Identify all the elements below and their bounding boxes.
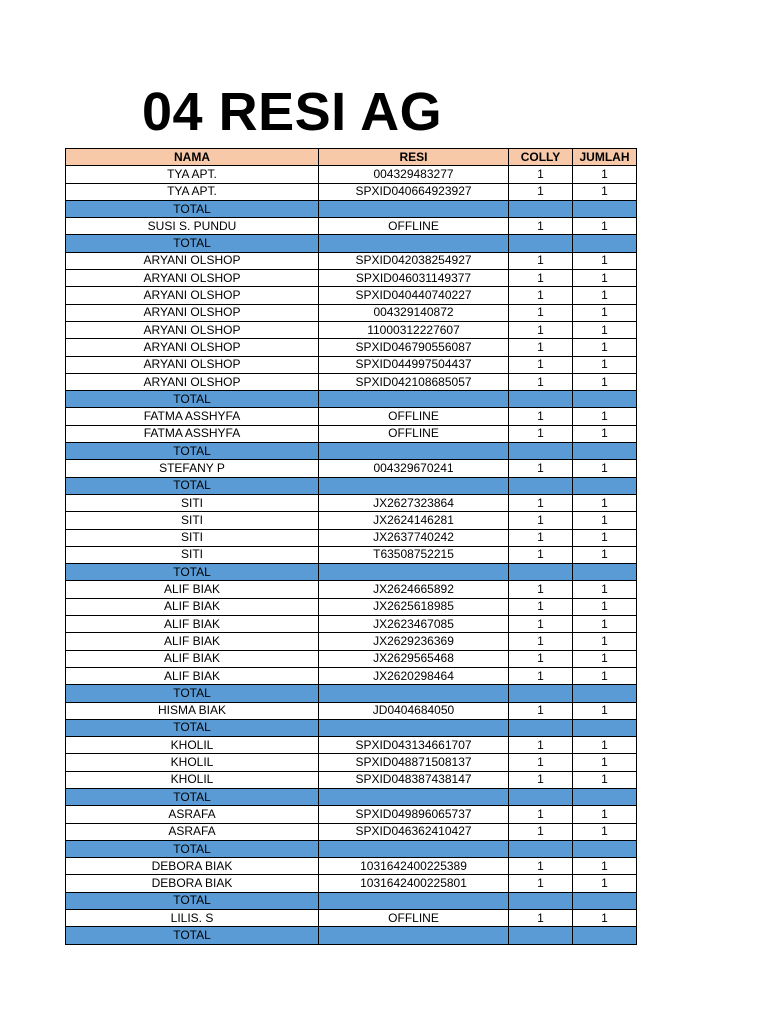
table-header-row	[66, 149, 637, 166]
colly-cell: 1	[509, 408, 573, 425]
total-resi-cell	[319, 840, 509, 857]
colly-cell: 1	[509, 823, 573, 840]
nama-cell: DEBORA BIAK	[66, 875, 319, 892]
resi-cell: JD0404684050	[319, 702, 509, 719]
total-resi-cell	[319, 235, 509, 252]
jumlah-cell: 1	[573, 304, 637, 321]
table-row	[66, 858, 637, 875]
resi-cell: JX2624665892	[319, 581, 509, 598]
nama-cell: ARYANI OLSHOP	[66, 252, 319, 269]
resi-cell: T63508752215	[319, 546, 509, 563]
table-row	[66, 546, 637, 563]
page-title: 04 RESI AG	[142, 82, 443, 142]
total-resi-cell	[319, 788, 509, 805]
total-jumlah-cell	[573, 840, 637, 857]
nama-cell: KHOLIL	[66, 771, 319, 788]
total-row	[66, 788, 637, 805]
colly-cell: 1	[509, 581, 573, 598]
total-jumlah-cell	[573, 788, 637, 805]
jumlah-cell: 1	[573, 823, 637, 840]
resi-cell: SPXID043134661707	[319, 737, 509, 754]
resi-cell: 004329670241	[319, 460, 509, 477]
colly-cell: 1	[509, 304, 573, 321]
resi-cell: SPXID049896065737	[319, 806, 509, 823]
table-row	[66, 287, 637, 304]
total-row	[66, 564, 637, 581]
colly-cell: 1	[509, 771, 573, 788]
table-row	[66, 910, 637, 927]
total-jumlah-cell	[573, 719, 637, 736]
nama-cell: FATMA ASSHYFA	[66, 408, 319, 425]
resi-cell: SPXID044997504437	[319, 356, 509, 373]
nama-cell: HISMA BIAK	[66, 702, 319, 719]
table-row	[66, 581, 637, 598]
total-label-cell: TOTAL	[66, 719, 319, 736]
jumlah-cell: 1	[573, 616, 637, 633]
nama-cell: ASRAFA	[66, 806, 319, 823]
colly-cell: 1	[509, 546, 573, 563]
total-resi-cell	[319, 200, 509, 217]
total-row	[66, 892, 637, 909]
colly-cell: 1	[509, 633, 573, 650]
total-colly-cell	[509, 927, 573, 944]
table-row	[66, 304, 637, 321]
colly-cell: 1	[509, 183, 573, 200]
header-resi: RESI	[319, 149, 509, 166]
total-colly-cell	[509, 235, 573, 252]
resi-cell: OFFLINE	[319, 218, 509, 235]
total-jumlah-cell	[573, 443, 637, 460]
table-row	[66, 633, 637, 650]
total-jumlah-cell	[573, 477, 637, 494]
total-resi-cell	[319, 443, 509, 460]
jumlah-cell: 1	[573, 356, 637, 373]
resi-cell: JX2623467085	[319, 616, 509, 633]
jumlah-cell: 1	[573, 529, 637, 546]
table-row	[66, 339, 637, 356]
colly-cell: 1	[509, 218, 573, 235]
total-colly-cell	[509, 564, 573, 581]
nama-cell: ARYANI OLSHOP	[66, 356, 319, 373]
total-row	[66, 200, 637, 217]
jumlah-cell: 1	[573, 218, 637, 235]
total-colly-cell	[509, 719, 573, 736]
jumlah-cell: 1	[573, 321, 637, 338]
colly-cell: 1	[509, 806, 573, 823]
table-row	[66, 425, 637, 442]
total-resi-cell	[319, 927, 509, 944]
resi-cell: 004329483277	[319, 166, 509, 183]
table-row	[66, 875, 637, 892]
resi-cell: SPXID046362410427	[319, 823, 509, 840]
resi-cell: JX2629565468	[319, 650, 509, 667]
nama-cell: ALIF BIAK	[66, 598, 319, 615]
table-row	[66, 650, 637, 667]
total-resi-cell	[319, 564, 509, 581]
jumlah-cell: 1	[573, 460, 637, 477]
total-row	[66, 391, 637, 408]
colly-cell: 1	[509, 494, 573, 511]
total-jumlah-cell	[573, 685, 637, 702]
jumlah-cell: 1	[573, 598, 637, 615]
resi-cell: SPXID048871508137	[319, 754, 509, 771]
total-resi-cell	[319, 477, 509, 494]
total-label-cell: TOTAL	[66, 892, 319, 909]
resi-cell: JX2625618985	[319, 598, 509, 615]
table-row	[66, 529, 637, 546]
total-jumlah-cell	[573, 892, 637, 909]
total-colly-cell	[509, 788, 573, 805]
nama-cell: ALIF BIAK	[66, 633, 319, 650]
jumlah-cell: 1	[573, 875, 637, 892]
nama-cell: KHOLIL	[66, 737, 319, 754]
total-colly-cell	[509, 391, 573, 408]
jumlah-cell: 1	[573, 771, 637, 788]
colly-cell: 1	[509, 252, 573, 269]
total-label-cell: TOTAL	[66, 840, 319, 857]
table-row	[66, 598, 637, 615]
table-row	[66, 754, 637, 771]
nama-cell: KHOLIL	[66, 754, 319, 771]
total-label-cell: TOTAL	[66, 927, 319, 944]
nama-cell: ALIF BIAK	[66, 650, 319, 667]
table-row	[66, 218, 637, 235]
resi-cell: OFFLINE	[319, 425, 509, 442]
total-colly-cell	[509, 840, 573, 857]
resi-cell: SPXID042038254927	[319, 252, 509, 269]
table-body	[66, 166, 637, 944]
jumlah-cell: 1	[573, 252, 637, 269]
colly-cell: 1	[509, 650, 573, 667]
table-row	[66, 166, 637, 183]
jumlah-cell: 1	[573, 339, 637, 356]
colly-cell: 1	[509, 616, 573, 633]
total-label-cell: TOTAL	[66, 235, 319, 252]
colly-cell: 1	[509, 287, 573, 304]
jumlah-cell: 1	[573, 494, 637, 511]
jumlah-cell: 1	[573, 737, 637, 754]
total-colly-cell	[509, 443, 573, 460]
total-row	[66, 719, 637, 736]
table-row	[66, 806, 637, 823]
nama-cell: ARYANI OLSHOP	[66, 339, 319, 356]
colly-cell: 1	[509, 754, 573, 771]
total-colly-cell	[509, 477, 573, 494]
jumlah-cell: 1	[573, 667, 637, 684]
resi-cell: SPXID040440740227	[319, 287, 509, 304]
total-label-cell: TOTAL	[66, 200, 319, 217]
nama-cell: SITI	[66, 529, 319, 546]
table-row	[66, 270, 637, 287]
jumlah-cell: 1	[573, 512, 637, 529]
table-row	[66, 356, 637, 373]
nama-cell: SITI	[66, 512, 319, 529]
colly-cell: 1	[509, 512, 573, 529]
total-row	[66, 685, 637, 702]
colly-cell: 1	[509, 339, 573, 356]
jumlah-cell: 1	[573, 183, 637, 200]
colly-cell: 1	[509, 529, 573, 546]
colly-cell: 1	[509, 373, 573, 390]
table-row	[66, 737, 637, 754]
nama-cell: SUSI S. PUNDU	[66, 218, 319, 235]
total-jumlah-cell	[573, 927, 637, 944]
jumlah-cell: 1	[573, 910, 637, 927]
total-row	[66, 927, 637, 944]
total-jumlah-cell	[573, 564, 637, 581]
jumlah-cell: 1	[573, 270, 637, 287]
resi-cell: 1031642400225801	[319, 875, 509, 892]
table-row	[66, 823, 637, 840]
colly-cell: 1	[509, 425, 573, 442]
resi-cell: OFFLINE	[319, 910, 509, 927]
jumlah-cell: 1	[573, 425, 637, 442]
table-row	[66, 408, 637, 425]
total-jumlah-cell	[573, 391, 637, 408]
colly-cell: 1	[509, 702, 573, 719]
total-row	[66, 840, 637, 857]
colly-cell: 1	[509, 598, 573, 615]
total-colly-cell	[509, 892, 573, 909]
resi-cell: OFFLINE	[319, 408, 509, 425]
resi-cell: JX2637740242	[319, 529, 509, 546]
total-row	[66, 477, 637, 494]
resi-cell: SPXID042108685057	[319, 373, 509, 390]
colly-cell: 1	[509, 460, 573, 477]
nama-cell: ARYANI OLSHOP	[66, 304, 319, 321]
nama-cell: TYA APT.	[66, 166, 319, 183]
nama-cell: TYA APT.	[66, 183, 319, 200]
resi-table	[65, 148, 637, 945]
nama-cell: ARYANI OLSHOP	[66, 270, 319, 287]
total-row	[66, 235, 637, 252]
table-row	[66, 702, 637, 719]
resi-cell: SPXID048387438147	[319, 771, 509, 788]
resi-cell: SPXID046031149377	[319, 270, 509, 287]
total-jumlah-cell	[573, 235, 637, 252]
total-row	[66, 443, 637, 460]
header-jumlah: JUMLAH	[573, 149, 637, 166]
table-row	[66, 494, 637, 511]
nama-cell: ARYANI OLSHOP	[66, 373, 319, 390]
total-label-cell: TOTAL	[66, 391, 319, 408]
nama-cell: ALIF BIAK	[66, 667, 319, 684]
jumlah-cell: 1	[573, 546, 637, 563]
total-resi-cell	[319, 719, 509, 736]
total-resi-cell	[319, 391, 509, 408]
resi-cell: SPXID046790556087	[319, 339, 509, 356]
table-row	[66, 321, 637, 338]
jumlah-cell: 1	[573, 373, 637, 390]
total-resi-cell	[319, 892, 509, 909]
jumlah-cell: 1	[573, 408, 637, 425]
total-colly-cell	[509, 685, 573, 702]
total-label-cell: TOTAL	[66, 788, 319, 805]
nama-cell: SITI	[66, 494, 319, 511]
total-label-cell: TOTAL	[66, 685, 319, 702]
table-row	[66, 183, 637, 200]
nama-cell: FATMA ASSHYFA	[66, 425, 319, 442]
resi-cell: JX2629236369	[319, 633, 509, 650]
resi-cell: 1031642400225389	[319, 858, 509, 875]
table-row	[66, 512, 637, 529]
nama-cell: ALIF BIAK	[66, 616, 319, 633]
colly-cell: 1	[509, 737, 573, 754]
table-row	[66, 771, 637, 788]
total-resi-cell	[319, 685, 509, 702]
total-colly-cell	[509, 200, 573, 217]
nama-cell: SITI	[66, 546, 319, 563]
jumlah-cell: 1	[573, 633, 637, 650]
nama-cell: ALIF BIAK	[66, 581, 319, 598]
jumlah-cell: 1	[573, 858, 637, 875]
table-row	[66, 667, 637, 684]
colly-cell: 1	[509, 321, 573, 338]
table-row	[66, 252, 637, 269]
nama-cell: ARYANI OLSHOP	[66, 321, 319, 338]
jumlah-cell: 1	[573, 650, 637, 667]
colly-cell: 1	[509, 858, 573, 875]
resi-cell: JX2620298464	[319, 667, 509, 684]
nama-cell: ASRAFA	[66, 823, 319, 840]
colly-cell: 1	[509, 875, 573, 892]
header-colly: COLLY	[509, 149, 573, 166]
colly-cell: 1	[509, 910, 573, 927]
colly-cell: 1	[509, 166, 573, 183]
nama-cell: DEBORA BIAK	[66, 858, 319, 875]
nama-cell: ARYANI OLSHOP	[66, 287, 319, 304]
jumlah-cell: 1	[573, 581, 637, 598]
total-label-cell: TOTAL	[66, 477, 319, 494]
nama-cell: STEFANY P	[66, 460, 319, 477]
total-jumlah-cell	[573, 200, 637, 217]
header-nama: NAMA	[66, 149, 319, 166]
table-row	[66, 373, 637, 390]
jumlah-cell: 1	[573, 166, 637, 183]
colly-cell: 1	[509, 356, 573, 373]
nama-cell: LILIS. S	[66, 910, 319, 927]
jumlah-cell: 1	[573, 702, 637, 719]
table-row	[66, 460, 637, 477]
jumlah-cell: 1	[573, 754, 637, 771]
resi-cell: JX2624146281	[319, 512, 509, 529]
total-label-cell: TOTAL	[66, 443, 319, 460]
total-label-cell: TOTAL	[66, 564, 319, 581]
colly-cell: 1	[509, 270, 573, 287]
jumlah-cell: 1	[573, 806, 637, 823]
resi-cell: 004329140872	[319, 304, 509, 321]
resi-cell: 11000312227607	[319, 321, 509, 338]
resi-cell: SPXID040664923927	[319, 183, 509, 200]
jumlah-cell: 1	[573, 287, 637, 304]
table-row	[66, 616, 637, 633]
colly-cell: 1	[509, 667, 573, 684]
resi-cell: JX2627323864	[319, 494, 509, 511]
